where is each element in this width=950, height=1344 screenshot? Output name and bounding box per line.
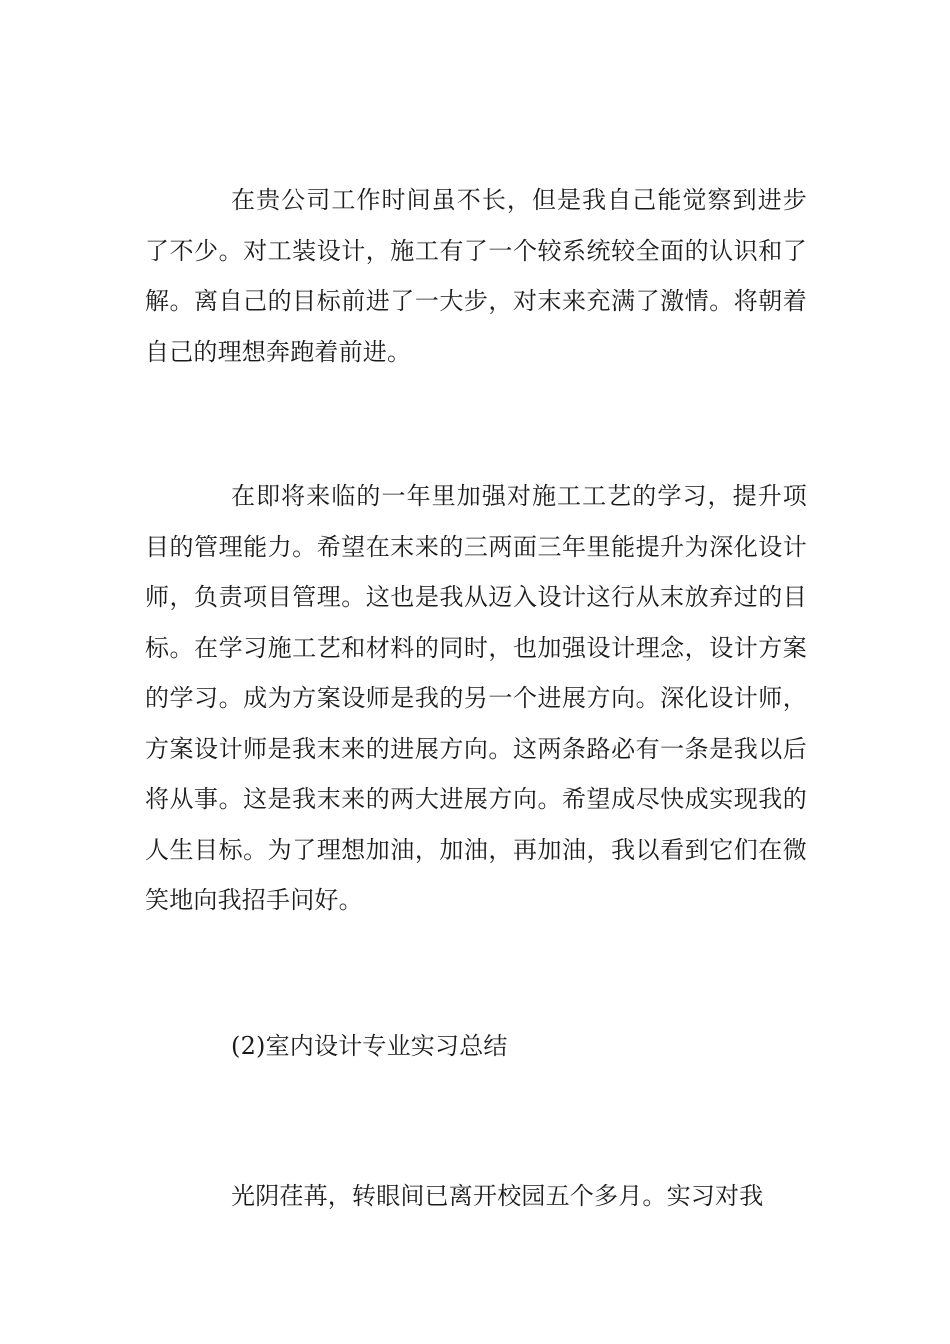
paragraph-internship-intro: 光阴荏苒，转眼间已离开校园五个多月。实习对我 — [231, 1182, 764, 1210]
section-heading: (2)室内设计专业实习总结 — [231, 1032, 508, 1060]
paragraph-progress-reflection: 在贵公司工作时间虽不长，但是我自己能觉察到进步了不少。对工装设计，施工有了一个较系统较全面的认识和了解。离自己的目标前进了一大步，对末来充满了激情。将朝着自己的理想奔跑着前进。 — [145, 186, 807, 366]
paragraph-future-goals: 在即将来临的一年里加强对施工工艺的学习，提升项目的管理能力。希望在末来的三两面三年里能提升为深化设计师，负责项目管理。这也是我从迈入设计这行从末放弃过的目标。在学习施工艺和材料的同时，也加强设计理念，设计方案的学习。成为方案设师是我的另一个进展方向。深化设计师，方案设计师是我末来的进展方向。这两条路必有一条是我以后将从事。这是我末来的两大进展方向。希望成尽快成实现我的人生目标。为了理想加油，加油，再加油，我以看到它们在微笑地向我招手问好。 — [145, 482, 807, 914]
